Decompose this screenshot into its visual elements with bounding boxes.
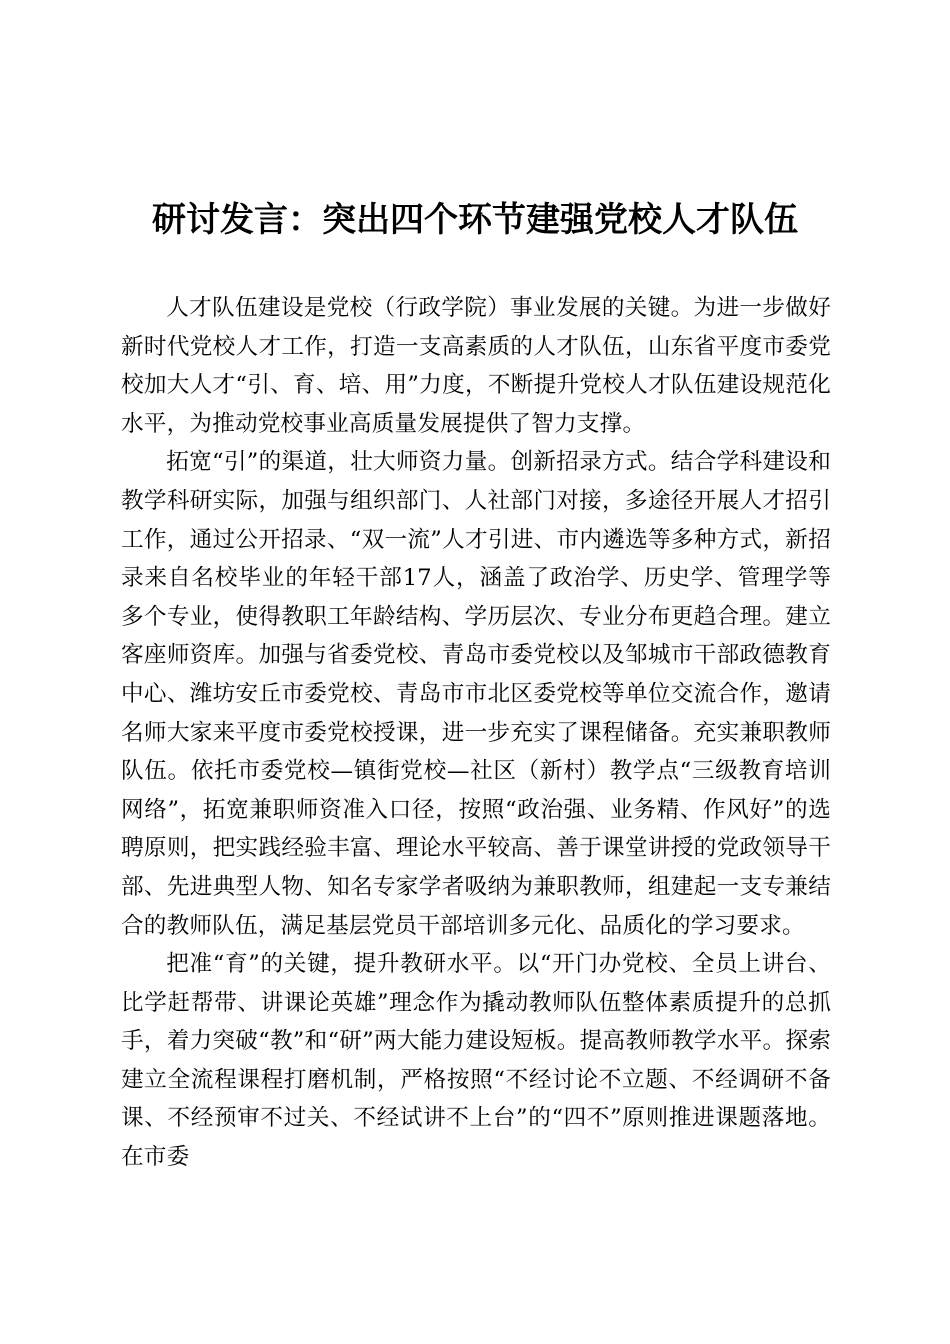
paragraph-intro: 人才队伍建设是党校（行政学院）事业发展的关键。为进一步做好新时代党校人才工作，打造一支高素质的人才队伍，山东省平度市委党校加大人才“引、育、培、用”力度，不断提升党校人才队伍建设规范化水平，为推动党校事业高质量发展提供了智力支撑。 — [121, 295, 831, 437]
paragraph-cultivate: 把准“育”的关键，提升教研水平。以“开门办党校、全员上讲台、比学赶帮带、讲课论英雄”理念作为撬动教师队伍整体素质提升的总抓手，着力突破“教”和“研”两大能力建设短板。提高教师教学水平。探索建立全流程课程打磨机制，严格按照“不经讨论不立题、不经调研不备课、不经预审不过关、不经试讲不上台”的“四不”原则推进课题落地。在市委 — [121, 951, 831, 1171]
document-title: 研讨发言：突出四个环节建强党校人才队伍 — [152, 200, 798, 240]
paragraph-recruit: 拓宽“引”的渠道，壮大师资力量。创新招录方式。结合学科建设和教学科研实际，加强与组织部门、人社部门对接，多途径开展人才招引工作，通过公开招录、“双一流”人才引进、市内遴选等多种方式，新招录来自名校毕业的年轻干部17人，涵盖了政治学、历史学、管理学等多个专业，使得教职工年龄结构、学历层次、专业分布更趋合理。建立客座师资库。加强与省委党校、青岛市委党校以及邹城市干部政德教育中心、潍坊安丘市委党校、青岛市市北区委党校等单位交流合作，邀请名师大家来平度市委党校授课，进一步充实了课程储备。充实兼职教师队伍。依托市委党校—镇街党校—社区（新村）教学点“三级教育培训网络”，拓宽兼职师资准入口径，按照“政治强、业务精、作风好”的选聘原则，把实践经验丰富、理论水平较高、善于课堂讲授的党政领导干部、先进典型人物、知名专家学者吸纳为兼职教师，组建起一支专兼结合的教师队伍，满足基层党员干部培训多元化、品质化的学习要求。 — [121, 449, 831, 939]
document-body — [121, 289, 831, 1177]
